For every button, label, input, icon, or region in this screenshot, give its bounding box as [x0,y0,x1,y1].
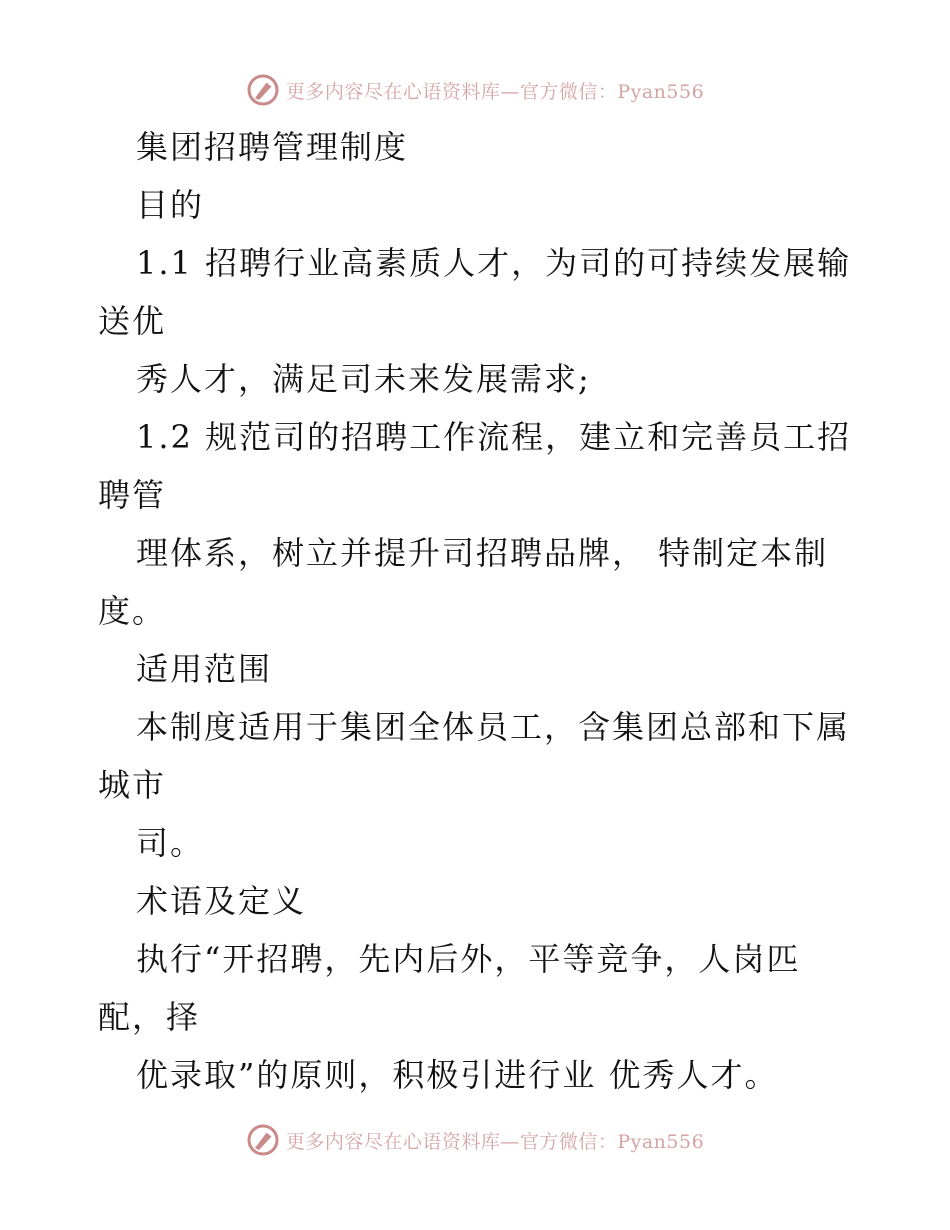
paragraph-line: 1.2 规范司的招聘工作流程，建立和完善员工招 [136,418,852,456]
document-title: 集团招聘管理制度 [136,128,409,166]
section-heading-definitions: 术语及定义 [136,882,307,920]
section-heading-purpose: 目的 [136,186,205,224]
paragraph-line: 理体系，树立并提升司招聘品牌， 特制定本制 [136,534,829,572]
paragraph-line: 配，择 [98,998,201,1036]
paragraph-line: 城市 [98,766,167,804]
paragraph-line: 本制度适用于集团全体员工，含集团总部和下属 [136,708,851,746]
watermark-text: 更多内容尽在心语资料库—官方微信：Pyan556 [285,1130,705,1153]
header-watermark [0,70,950,110]
pen-nib-circle-icon [246,1123,280,1157]
paragraph-line: 秀人才，满足司未来发展需求; [136,360,591,398]
watermark-text: 更多内容尽在心语资料库—官方微信：Pyan556 [285,80,705,103]
paragraph-line: 送优 [98,302,167,340]
paragraph-line: 执行“开招聘，先内后外，平等竞争，人岗匹 [136,940,801,978]
pen-nib-circle-icon [246,73,280,107]
watermark-group [246,1123,704,1157]
paragraph-line: 度。 [98,592,167,630]
document-body [98,118,858,1104]
paragraph-line: 1.1 招聘行业高素质人才，为司的可持续发展输 [136,244,852,282]
watermark-group [246,73,704,107]
footer-watermark [0,1120,950,1160]
paragraph-line: 司。 [136,824,205,862]
paragraph-line: 优录取”的原则，积极引进行业 优秀人才。 [136,1056,779,1094]
paragraph-line: 聘管 [98,476,167,514]
section-heading-scope: 适用范围 [136,650,273,688]
